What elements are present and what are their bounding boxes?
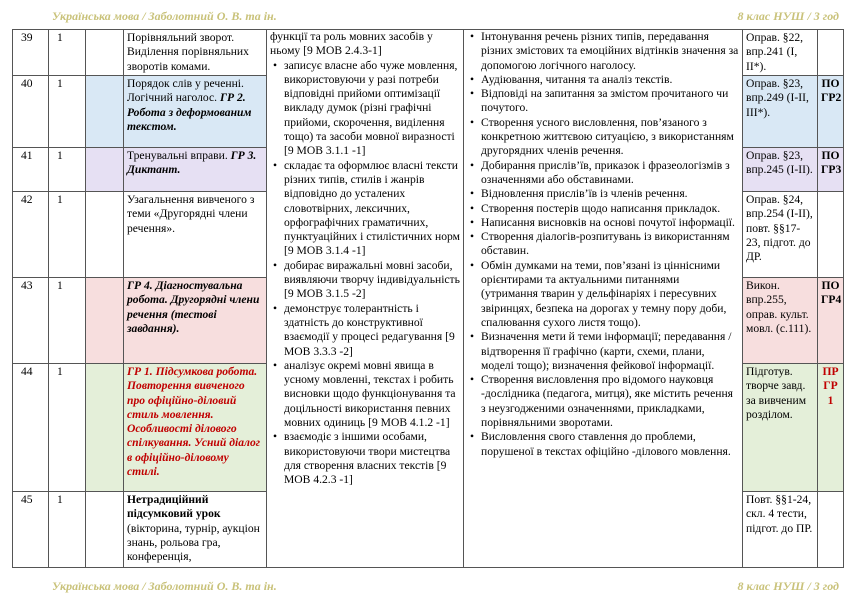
activity-item: • Висловлення свого ставлення до проблеми, порушеної в текстах офіційно -ділового мовлення. (481, 430, 739, 459)
homework-cell: Оправ. §23, впр.245 (І-ІІ). (743, 148, 818, 192)
lesson-number: 45 (13, 492, 49, 568)
activity-item: • Створення постерів щодо написання прикладок. (481, 202, 739, 216)
curriculum-table (12, 29, 844, 568)
activity-item: • Аудіювання, читання та аналіз текстів. (481, 73, 739, 87)
lesson-topic: ГР 1. Підсумкова робота. Повторення вивченого про офіційно-діловий стиль мовлення. Особливості ділового спілкування. Усний діалог в офіційно-діловому стилі. (124, 364, 267, 492)
outcome-item: • аналізує окремі мовні явища в усному мовленні, текстах і робить висновки щодо функціонування та доцільності використання певних мовних одиниць [9 МОВ 4.1.2 -1] (284, 359, 460, 430)
lesson-number: 41 (13, 148, 49, 192)
lesson-topic (124, 492, 267, 568)
activity-item: • Створення висловлення про відомого науковця -дослідника (педагога, митця), яке містить речення з неузгодженими означеннями, прикладками, порівняльними зворотами. (481, 373, 739, 430)
homework-cell: Підготув. творче завд. за вивченим розділом. (743, 364, 818, 492)
homework-cell: Оправ. §24, впр.254 (І-ІІ), повт. §§17-23, підгот. до ДР. (743, 192, 818, 278)
lesson-topic (124, 148, 267, 192)
homework-cell: Викон. впр.255, оправ. культ. мовл. (с.111). (743, 278, 818, 364)
assessment-group: ПО ГР3 (818, 148, 844, 192)
topic-text: Тренувальні вправи. (127, 149, 228, 162)
table-row (13, 30, 844, 76)
homework-cell: Повт. §§1-24, скл. 4 тести, підгот. до ПР. (743, 492, 818, 568)
footer-left: Українська мова / Заболотний О. В. та ін. (52, 579, 277, 593)
assessment-group (818, 30, 844, 76)
learning-outcomes-cell (267, 30, 464, 568)
empty-cell (86, 30, 124, 76)
empty-cell (86, 148, 124, 192)
outcome-item: • демонструє толерантність і здатність до конструктивної взаємодії у процесі редагування [9 МОВ 3.3.3 -2] (284, 302, 460, 359)
topic-assessment: ГР 3. Диктант. (127, 149, 257, 177)
lesson-number: 40 (13, 76, 49, 148)
homework-cell: Оправ. §23, впр.249 (І-ІІ, ІІІ*). (743, 76, 818, 148)
lesson-number: 44 (13, 364, 49, 492)
lesson-hours: 1 (49, 30, 86, 76)
activity-item: • Добирання прислів’їв, приказок і фразеологізмів з означеннями або обставинами. (481, 159, 739, 188)
lesson-topic (124, 76, 267, 148)
activities-cell (464, 30, 743, 568)
topic-text: (вікторина, турнір, аукціон знань, рольова гра, конференція, (127, 521, 260, 564)
empty-cell (86, 278, 124, 364)
assessment-group: ПР ГР 1 (818, 364, 844, 492)
outcome-item: • записує власне або чуже мовлення, використовуючи у разі потреби відповідні прийоми оптимізації викладу думок (різні графічні прийоми, скорочення, виділення тощо) та засоби мовної виразності [9 МОВ 3.1.1 -1] (284, 59, 460, 159)
empty-cell (86, 76, 124, 148)
homework-cell: Оправ. §22, впр.241 (І, ІІ*). (743, 30, 818, 76)
lesson-topic: ГР 4. Діагностувальна робота. Другорядні члени речення (тестові завдання). (124, 278, 267, 364)
activity-item: • Відповіді на запитання за змістом прочитаного чи почутого. (481, 87, 739, 116)
lesson-hours: 1 (49, 192, 86, 278)
empty-cell (86, 192, 124, 278)
assessment-group: ПО ГР4 (818, 278, 844, 364)
lesson-hours: 1 (49, 148, 86, 192)
assessment-group (818, 492, 844, 568)
topic-text: Порядок слів у реченні. Логічний наголос. (127, 77, 244, 105)
lesson-topic: Порівняльний зворот. Виділення порівняльних зворотів комами. (124, 30, 267, 76)
topic-title: Нетрадиційний підсумковий урок (127, 493, 221, 521)
outcome-item: функції та роль мовних засобів у ньому [9 МОВ 2.4.3-1] (270, 30, 433, 58)
lesson-number: 39 (13, 30, 49, 76)
activity-item: • Обмін думками на теми, пов’язані із ціннісними орієнтирами та актуальними питаннями (утримання тварин у дельфінаріях і пересувних звіринцях, безпека на дорогах у темну пору доби, спалювання сухого листя тощо). (481, 259, 739, 330)
activity-item: • Відновлення прислів’їв із членів речення. (481, 187, 739, 201)
lesson-topic: Узагальнення вивченого з теми «Другорядні члени речення». (124, 192, 267, 278)
outcome-item: • взаємодіє з іншими особами, використовуючи твори мистецтва для створення власних текстів [9 МОВ 4.2.3 -1] (284, 430, 460, 487)
lesson-hours: 1 (49, 364, 86, 492)
header-right: 8 клас НУШ / 3 год (737, 9, 839, 23)
activity-item: • Створення усного висловлення, пов’язаного з конкретною життєвою ситуацією, з використанням другорядних членів речення. (481, 116, 739, 159)
lesson-hours: 1 (49, 278, 86, 364)
activity-item: • Інтонування речень різних типів, передавання різних змістових та емоційних відтінків значення за допомогою логічного наголосу. (481, 30, 739, 73)
activity-item: • Створення діалогів-розпитувань із використанням обставин. (481, 230, 739, 259)
lesson-number: 43 (13, 278, 49, 364)
activity-item: • Визначення мети й теми інформації; передавання /відтворення її графічно (карти, схеми, плани, моделі тощо); визначення фейкової інформації. (481, 330, 739, 373)
outcomes-list (270, 59, 460, 488)
outcome-item: • добирає виражальні мовні засоби, виявляючи творчу індивідуальність [9 МОВ 3.1.5 -2] (284, 259, 460, 302)
lesson-hours: 1 (49, 492, 86, 568)
assessment-group: ПО ГР2 (818, 76, 844, 148)
assessment-group (818, 192, 844, 278)
activity-item: • Написання висновків на основі почутої інформації. (481, 216, 739, 230)
outcome-item: • складає та оформлює власні тексти різних типів, стилів і жанрів відповідно до усталених словотвірних, лексичних, орфографічних граматичних, пунктуаційних і стилістичних норм [9 МОВ 3.1.4 -1] (284, 159, 460, 259)
lesson-number: 42 (13, 192, 49, 278)
empty-cell (86, 364, 124, 492)
header-left: Українська мова / Заболотний О. В. та ін. (52, 9, 277, 23)
lesson-hours: 1 (49, 76, 86, 148)
activities-list (467, 30, 739, 459)
empty-cell (86, 492, 124, 568)
footer-right: 8 клас НУШ / 3 год (737, 579, 839, 593)
topic-assessment: ГР 2. Робота з деформованим текстом. (127, 91, 252, 133)
